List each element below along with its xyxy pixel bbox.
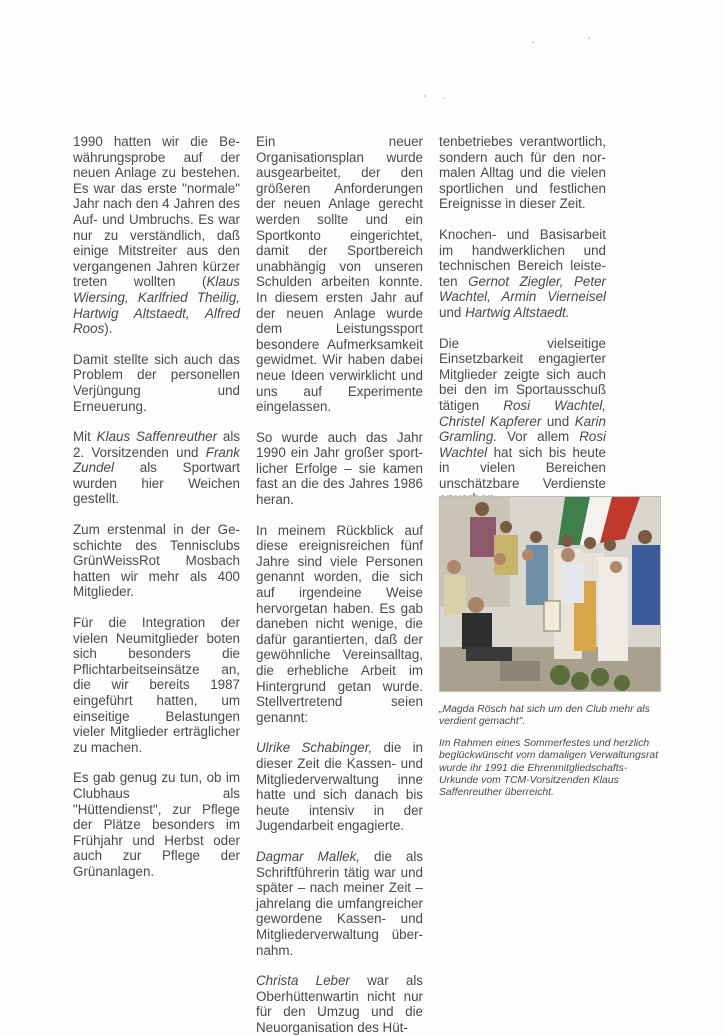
text-run: So wurde auch das Jahr 1990 ein Jahr großer sportlicher Erfolge – sie kamen fast an die des Jahres 1986 heran. [256,429,423,508]
text-column-2 [256,134,423,1035]
caption-text: Im Rahmen eines Sommerfestes und herzlich beglückwünscht vom damaligen Verwaltungsrat wurde ihr 1991 die Ehrenmitgliedschafts-Urkunde vom TCM-Vorsitzenden Klaus Saffenreuther überreicht. [439,737,659,799]
text-column-1 [73,134,240,880]
paragraph [256,973,423,1035]
name-emphasis: Klaus Wiersing, Karlfried Theilig, Hartwig Altstaedt, Alfred Roos [73,274,240,337]
group-photo [439,496,661,692]
text-run: und [541,413,575,429]
paragraph [73,134,240,337]
paragraph [73,429,240,507]
name-emphasis: Hartwig Altstaedt. [465,304,570,320]
name-emphasis: Klaus Saffenreuther [96,429,218,445]
paragraph [73,615,240,755]
paragraph [256,523,423,726]
text-run: In meinem Rückblick auf diese ereignisreichen fünf Jahre sind viele Personen genannt worden, die sich auf irgendeine Weise hervorgetan haben. Es gab daneben nicht wenige, die dafür garantierten, daß der gewöhnliche Vereinsalltag, die erhebliche Arbeit im Hintergrund getan wurde. Stellvertretend seien genannt: [256,522,423,725]
text-run: Knochen- und Basisarbeit im handwerklichen und technischen Bereich leisteten [439,226,606,289]
text-run: die als Schriftführerin tätig war und später – nach meiner Zeit – jahrelang die umfangreicher gewordene Kassen- und Mitgliederverwaltung übernahm. [256,848,423,958]
paragraph [73,352,240,414]
text-run: Damit stellte sich auch das Problem der personellen Verjüngung und Erneuerung. [73,351,240,414]
name-emphasis: Dagmar Mallek, [256,848,361,864]
certificate [544,601,560,631]
text-column-3 [439,134,606,507]
group-photo-illustration [440,497,661,692]
name-emphasis: Rosi Wachtel [439,429,606,460]
photo-caption [439,704,663,809]
text-run: als 2. Vorsitzenden und [73,429,241,460]
name-emphasis: Frank Zundel [73,444,240,476]
paragraph [256,740,423,834]
paragraph [439,336,606,508]
text-run: ). [104,321,113,337]
text-run: Es gab genug zu tun, ob im Clubhaus als "Hüttendienst", zur Pflege der Plätze besonders im Frühjahr und Herbst oder auch zur Pflege der Grünanlagen. [73,770,240,879]
paragraph [256,849,423,958]
text-run: als Sportwart wurden hier Weichen gestellt. [73,460,240,507]
text-run: war als Oberhüttenwartin nicht nur für den Umzug und die Neuorganisation des Hüt- [256,973,423,1035]
text-run: Die vielseitige Einsetzbarkeit engagierter Mitglieder zeigte sich auch bei den im Sportausschuß tätigen [439,335,606,413]
text-run: tenbetriebes verantwortlich, sondern auch für den normalen Alltag und die vielen sportlichen und festlichen Ereignisse in dieser Zeit. [439,134,606,212]
paragraph [73,770,240,879]
text-run: hat sich bis heute in vielen Bereichen unschätzbare Verdienste [439,444,606,491]
text-run: und [439,304,466,320]
caption-quote: „Magda Rösch hat sich um den Club mehr als verdient gemacht". [439,704,650,728]
paragraph [439,134,606,212]
name-emphasis: Gernot Ziegler, Peter Wachtel, Armin Vierneisel [439,273,606,305]
text-run: Für die Integration der vielen Neumitglieder boten sich besonders die Pflichtarbeitseinsätze an, die wir bereits 1987 eingeführt hatten, um einseitige Belastungen vieler Mitglieder erträglicher zu machen. [73,615,240,755]
text-run: die in dieser Zeit die Kassen- und Mitgliederverwaltung inne hatte und sich danach bis heute intensiv in der Jugendarbeit engagierte. [256,740,423,834]
name-emphasis: Christa Leber [256,973,350,989]
text-run: 1990 hatten wir die Bewährungsprobe auf der neuen Anlage zu bestehen. Es war das erste "normale" Jahr nach den 4 Jahren des Auf- und Umbruchs. Es war nur zu verständlich, daß einige Mitstreiter aus den vergangenen Jahren kürzer treten wollten ( [73,134,240,290]
name-emphasis: Ulrike Schabinger, [256,740,373,756]
paragraph [439,227,606,321]
text-run: Vor allem [497,429,580,445]
text-run: Ein neuer Organisationsplan wurde ausgearbeitet, der den größeren Anforderungen der neuen Anlage gerecht werden sollte und ein Sportkonto eingerichtet, damit der Sportbereich unabhängig von unseren Schulden arbeiten konnte. In diesem ersten Jahr auf der neuen Anlage wurde dem Leistungssport besondere Aufmerksamkeit gewidmet. Wir haben dabei neue Ideen verwirklicht und uns auf Experimente eingelassen. [256,134,423,415]
text-run: Mit [73,429,97,445]
paragraph [256,430,423,508]
name-emphasis: Rosi Wachtel, Christel Kapferer [439,397,606,429]
text-run: Zum erstenmal in der Geschichte des Tennisclubs GrünWeissRot Mosbach hatten wir mehr als 400 Mitglieder. [73,522,240,600]
paragraph [73,522,240,600]
name-emphasis: Karin Gramling. [439,413,606,445]
paragraph [256,134,423,415]
